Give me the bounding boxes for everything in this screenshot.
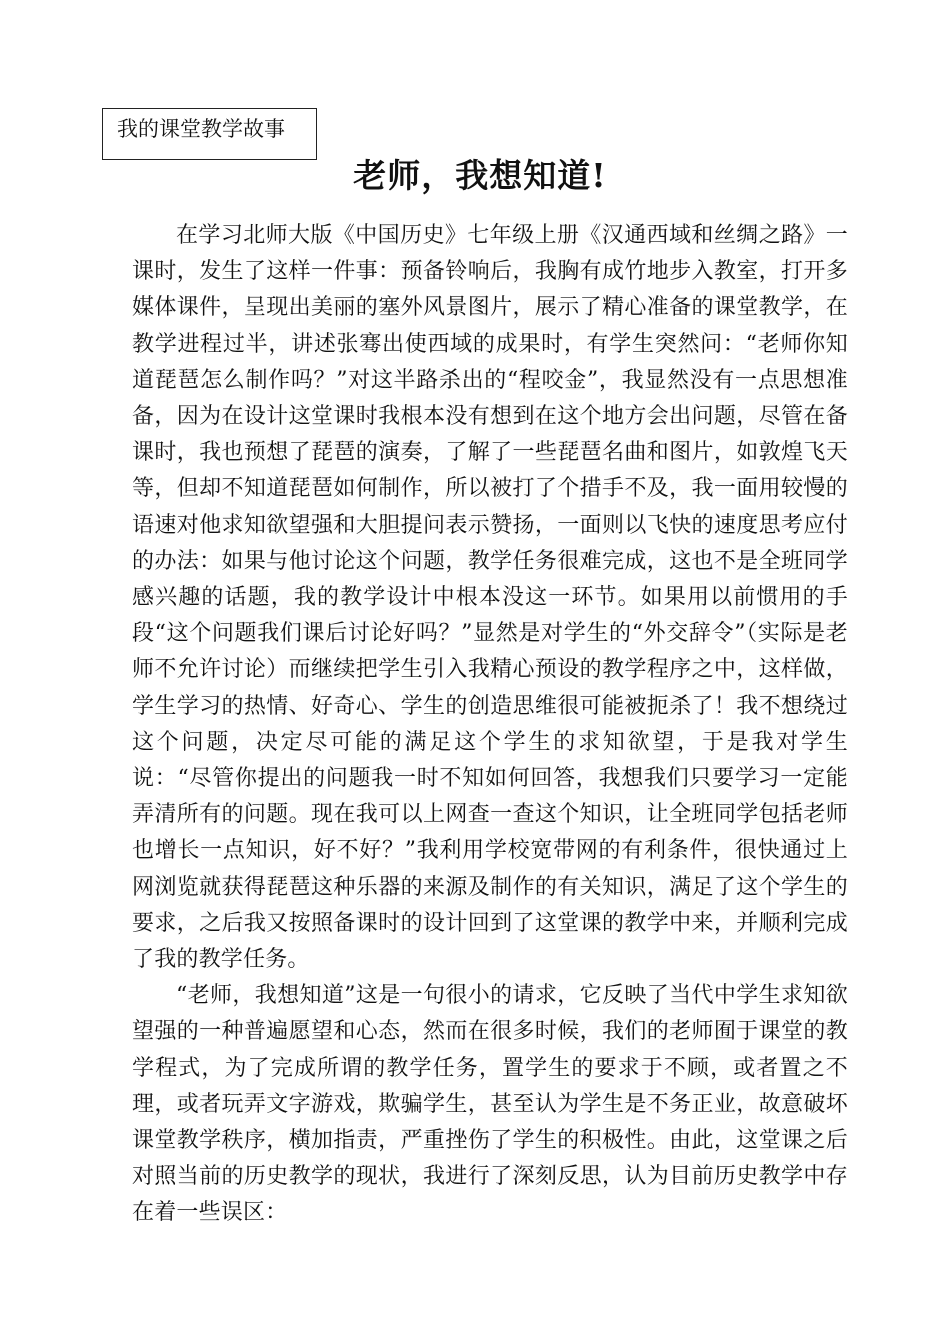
article-body [132,218,848,1232]
paragraph-reflection: “老师，我想知道”这是一句很小的请求，它反映了当代中学生求知欲望强的一种普遍愿望和心态，然而在很多时候，我们的老师囿于课堂的教学程式，为了完成所谓的教学任务，置学生的要求于不顾，或者置之不理，或者玩弄文字游戏，欺骗学生，甚至认为学生是不务正业，故意破坏课堂教学秩序，横加指责，严重挫伤了学生的积极性。由此，这堂课之后对照当前的历史教学的现状，我进行了深刻反思，认为目前历史教学中存在着一些误区： [132,983,848,1226]
section-tag-box: 我的课堂教学故事 [102,108,317,160]
page-title: 老师，我想知道! [353,156,607,195]
paragraph-story: 在学习北师大版《中国历史》七年级上册《汉通西域和丝绸之路》一课时，发生了这样一件事：预备铃响后，我胸有成竹地步入教室，打开多媒体课件，呈现出美丽的塞外风景图片，展示了精心准备的课堂教学，在教学进程过半，讲述张骞出使西域的成果时，有学生突然问：“老师你知道琵琶怎么制作吗？”对这半路杀出的“程咬金”，我显然没有一点思想准备，因为在设计这堂课时我根本没有想到在这个地方会出问题，尽管在备课时，我也预想了琵琶的演奏，了解了一些琵琶名曲和图片，如敦煌飞天等，但却不知道琵琶如何制作，所以被打了个措手不及，我一面用较慢的语速对他求知欲望强和大胆提问表示赞扬，一面则以飞快的速度思考应付的办法：如果与他讨论这个问题，教学任务很难完成，这也不是全班同学感兴趣的话题，我的教学设计中根本没这一环节。如果用以前惯用的手段“这个问题我们课后讨论好吗？”显然是对学生的“外交辞令”（实际是老师不允许讨论）而继续把学生引入我精心预设的教学程序之中，这样做，学生学习的热情、好奇心、学生的创造思维很可能被扼杀了！我不想绕过这个问题，决定尽可能的满足这个学生的求知欲望，于是我对学生说：“尽管你提出的问题我一时不知如何回答，我想我们只要学习一定能弄清所有的问题。现在我可以上网查一查这个知识，让全班同学包括老师也增长一点知识，好不好？”我利用学校宽带网的有利条件，很快通过上网浏览就获得琵琶这种乐器的来源及制作的有关知识，满足了这个学生的要求，之后我又按照备课时的设计回到了这堂课的教学中来，并顺利完成了我的教学任务。 [132,223,848,973]
